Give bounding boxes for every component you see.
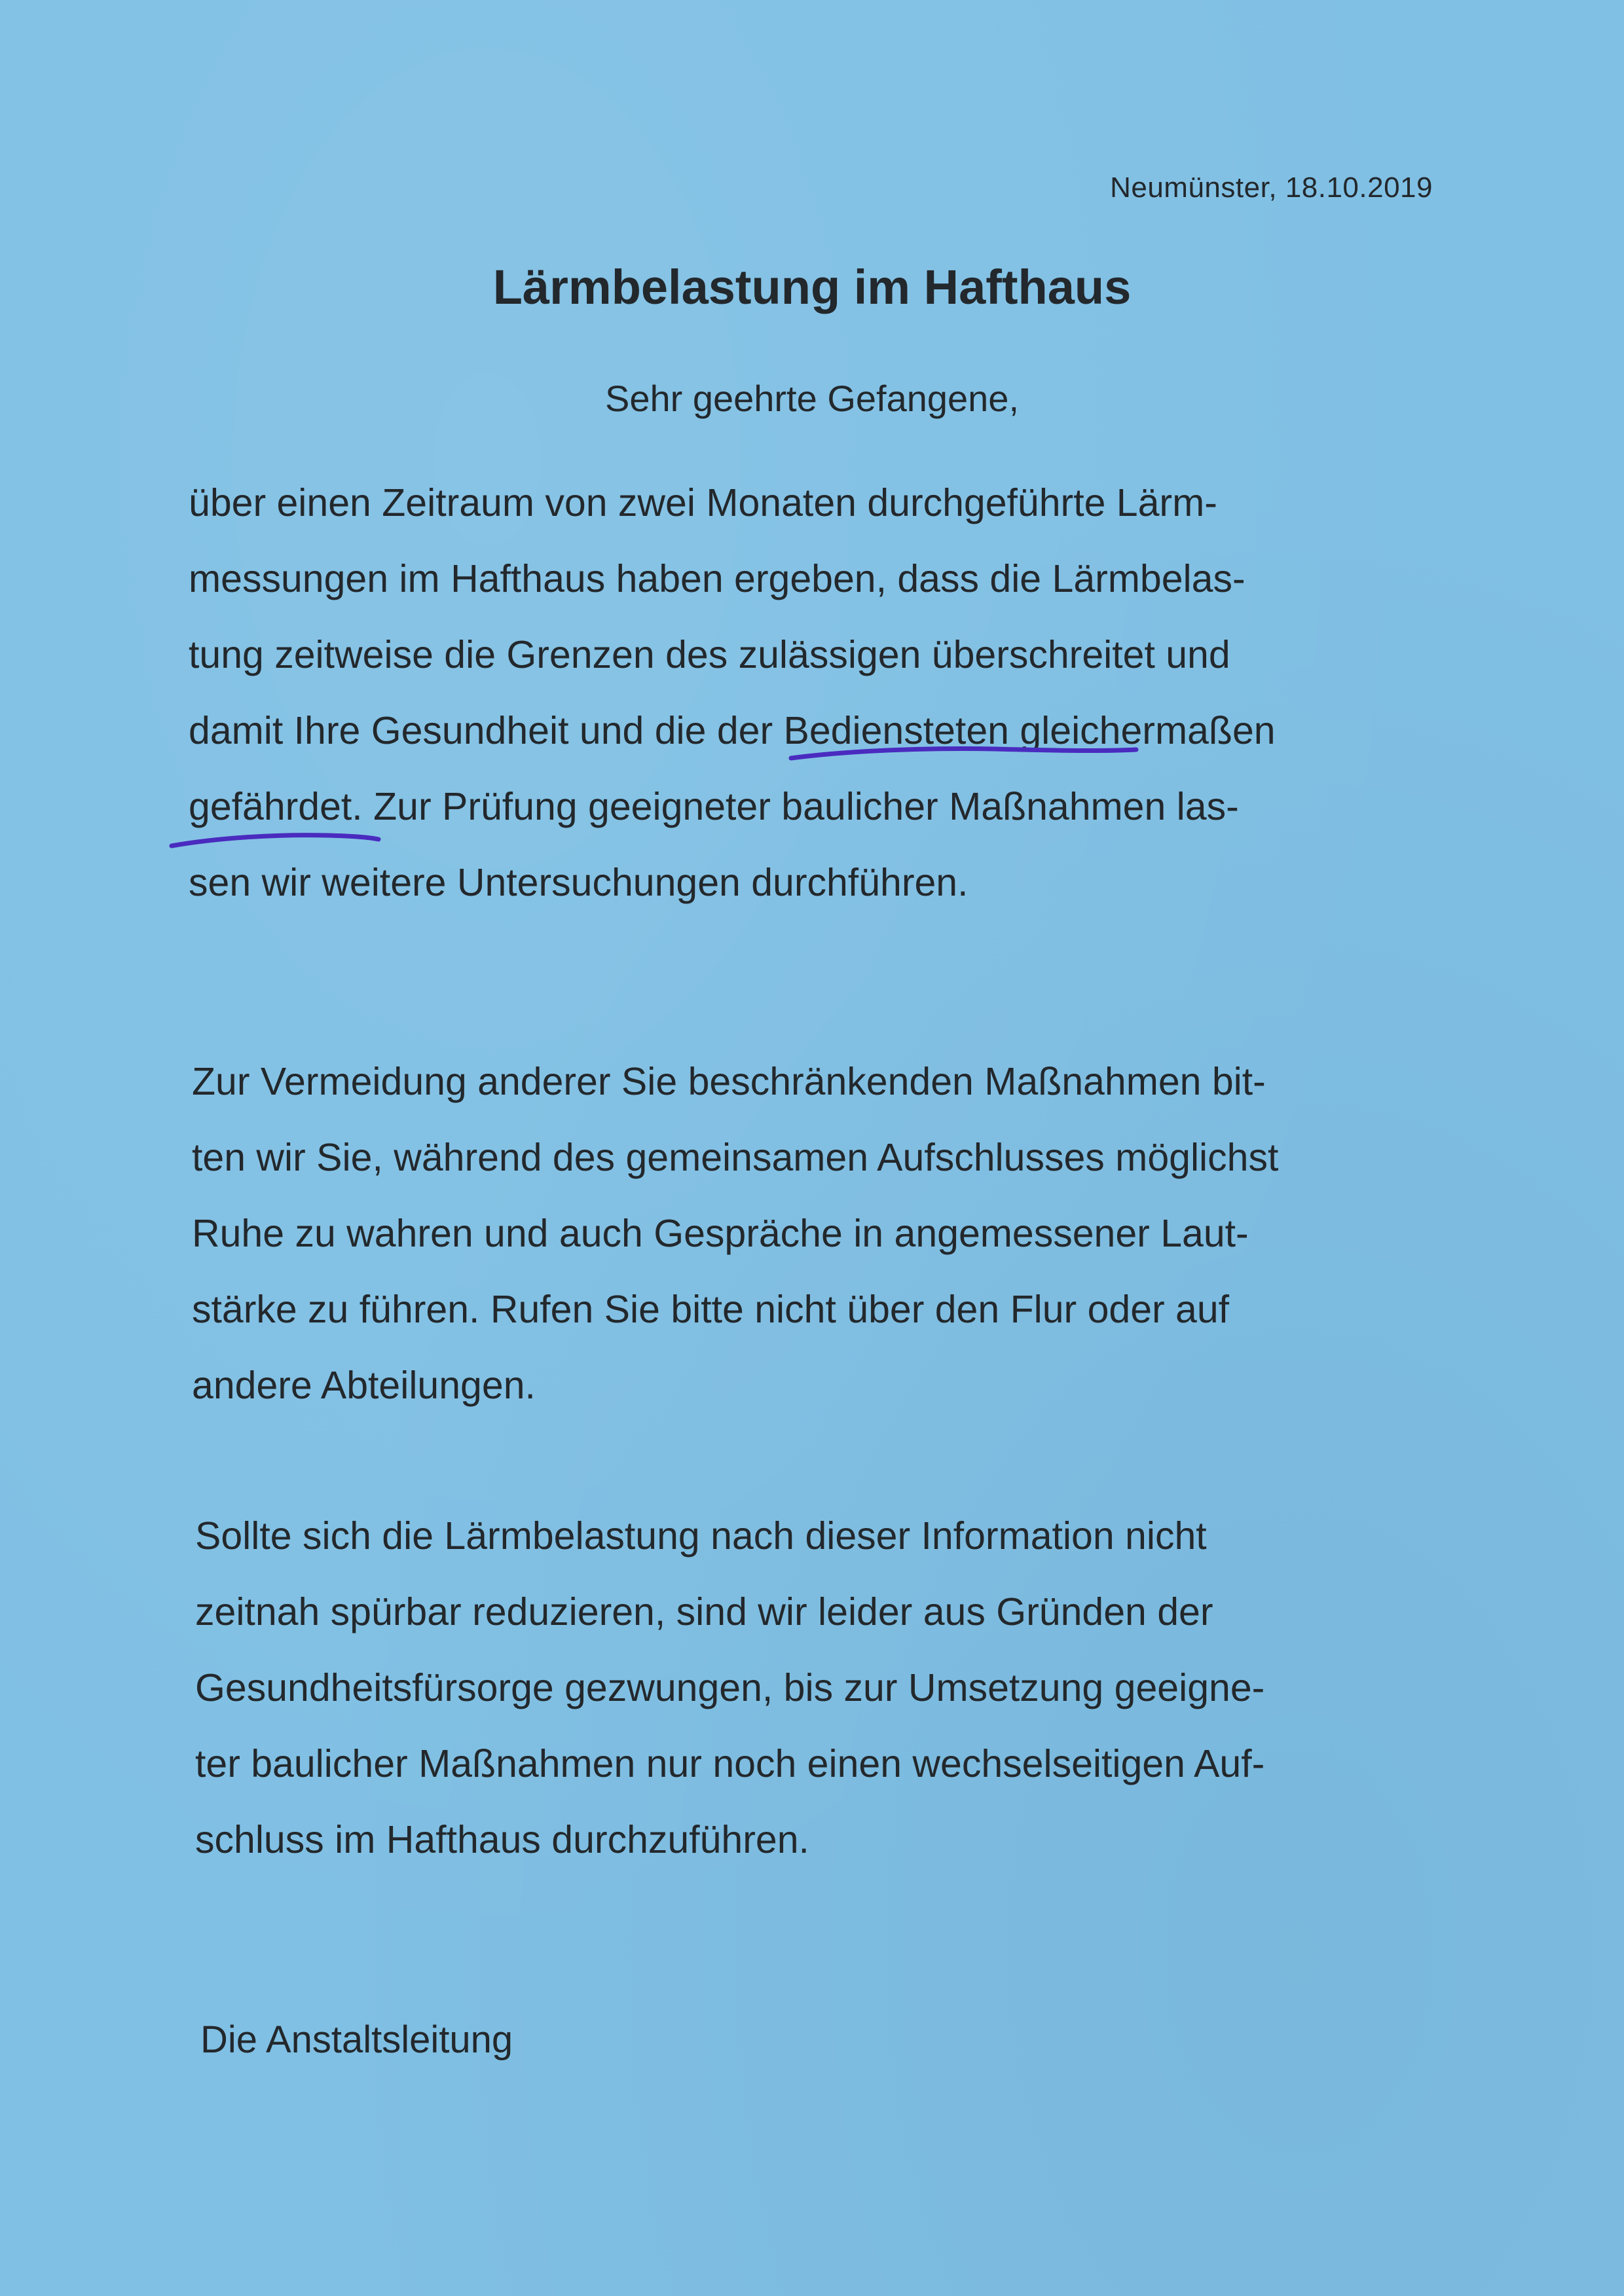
- paragraph-line: tung zeitweise die Grenzen des zulässigen überschreitet und: [189, 633, 1230, 676]
- paragraph-noise-measurements: [189, 465, 1472, 920]
- paragraph-line: Ruhe zu wahren und auch Gespräche in angemessener Laut-: [192, 1212, 1249, 1255]
- paragraph-line: damit Ihre Gesundheit und die der Bediensteten gleichermaßen: [189, 709, 1276, 752]
- paragraph-line: schluss im Hafthaus durchzuführen.: [195, 1818, 809, 1861]
- paragraph-line: über einen Zeitraum von zwei Monaten durchgeführte Lärm-: [189, 481, 1217, 524]
- paragraph-line: messungen im Hafthaus haben ergeben, dass die Lärmbelas-: [189, 557, 1246, 600]
- paragraph-line: ter baulicher Maßnahmen nur noch einen wechselseitigen Auf-: [195, 1742, 1265, 1785]
- paragraph-line: ten wir Sie, während des gemeinsamen Aufschlusses möglichst: [192, 1136, 1279, 1179]
- date-line: Neumünster, 18.10.2019: [1110, 172, 1433, 204]
- salutation: Sehr geehrte Gefangene,: [604, 378, 1020, 419]
- paragraph-line: stärke zu führen. Rufen Sie bitte nicht über den Flur oder auf: [192, 1288, 1230, 1331]
- paragraph-line: zeitnah spürbar reduzieren, sind wir leider aus Gründen der: [195, 1590, 1213, 1633]
- paragraph-line: sen wir weitere Untersuchungen durchführen.: [189, 861, 969, 904]
- paragraph-line: andere Abteilungen.: [192, 1364, 536, 1407]
- paragraph-line: Sollte sich die Lärmbelastung nach dieser Information nicht: [195, 1514, 1207, 1558]
- paragraph-line: Gesundheitsfürsorge gezwungen, bis zur Umsetzung geeigne-: [195, 1666, 1265, 1709]
- paragraph-line: Zur Vermeidung anderer Sie beschränkenden Maßnahmen bit-: [192, 1060, 1266, 1103]
- paragraph-request-quiet: [192, 1044, 1475, 1423]
- letter-title: Lärmbelastung im Hafthaus: [492, 260, 1132, 314]
- paragraph-line: gefährdet. Zur Prüfung geeigneter baulicher Maßnahmen las-: [189, 785, 1239, 828]
- signature: Die Anstaltsleitung: [200, 2018, 513, 2061]
- paragraph-consequences: [195, 1498, 1479, 1878]
